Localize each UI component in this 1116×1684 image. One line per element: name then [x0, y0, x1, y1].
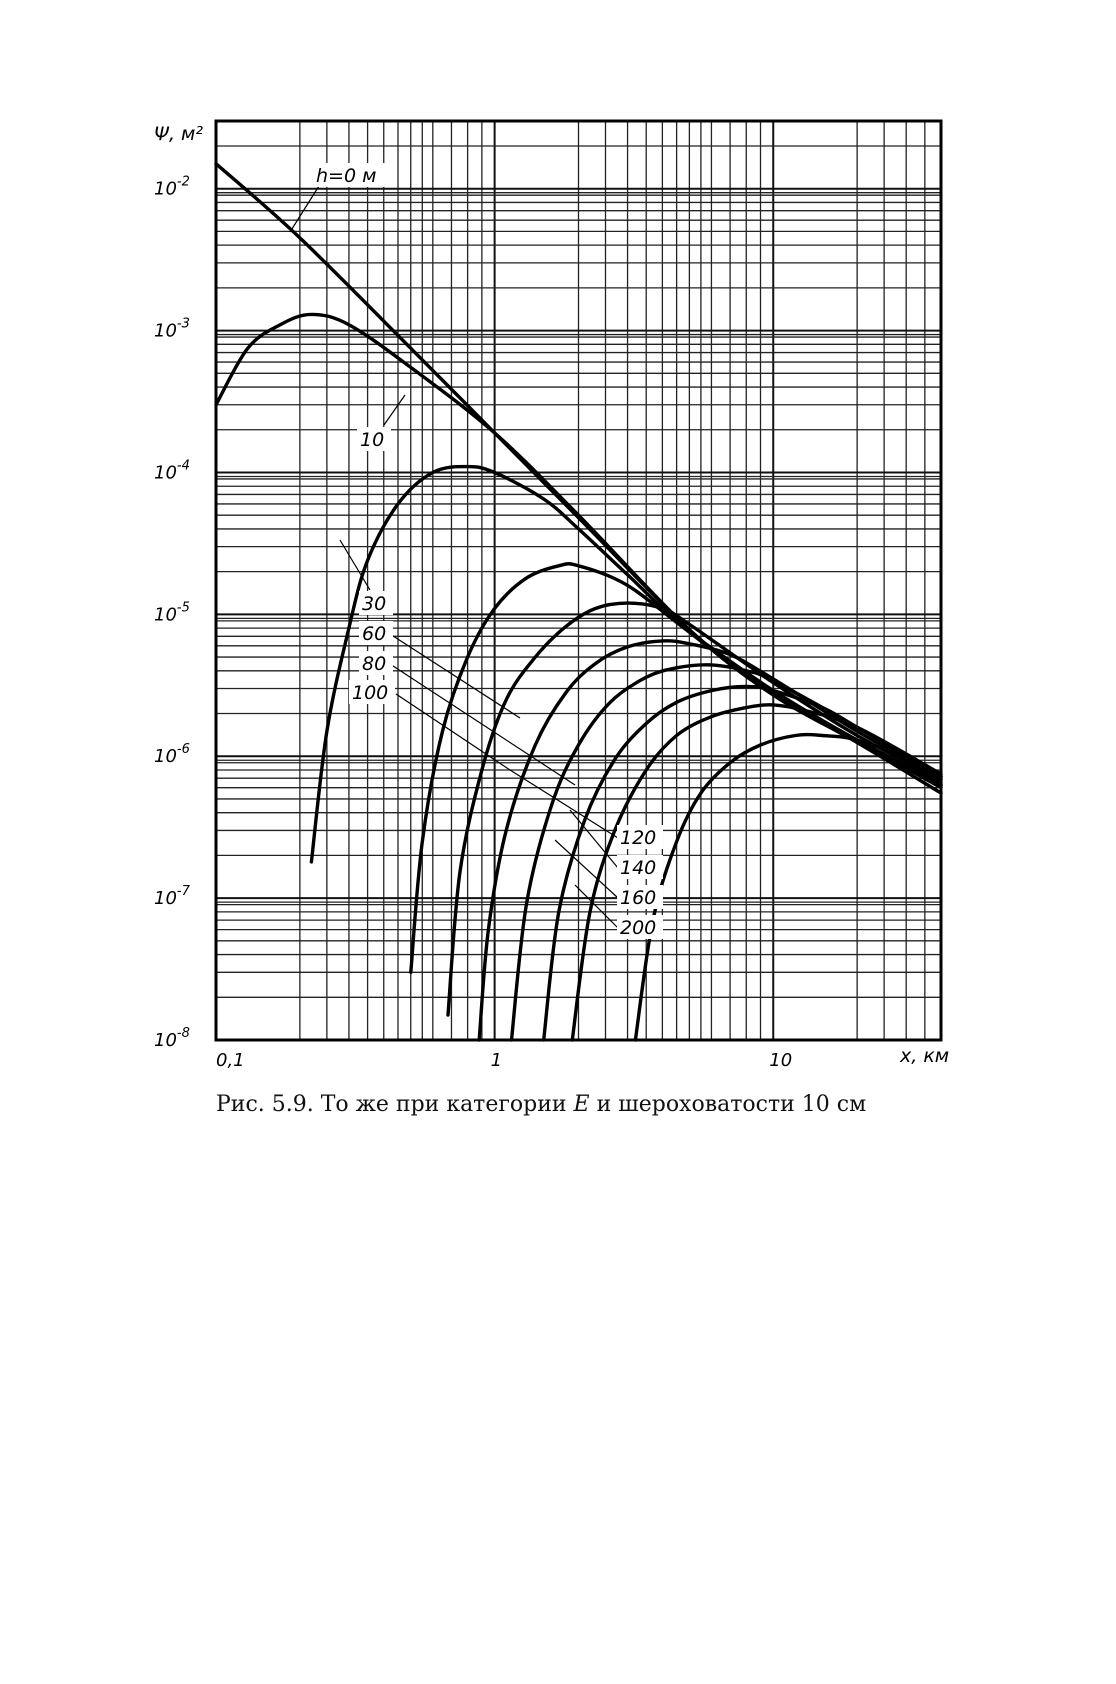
series-label: 160: [620, 887, 657, 909]
y-tick-label: $10^{-6}$: [154, 742, 190, 768]
y-tick-label: $10^{-3}$: [154, 316, 190, 342]
label-leader: [390, 634, 520, 718]
caption-prefix: Рис. 5.9. То же при категории: [216, 1092, 574, 1117]
chart-grid: [216, 121, 941, 1040]
axis-ticks: [154, 175, 792, 1071]
y-tick-label: $10^{-7}$: [154, 884, 190, 910]
x-tick-label: 1: [490, 1050, 503, 1071]
y-tick-label: $10^{-4}$: [154, 458, 190, 484]
caption-var: E: [573, 1092, 590, 1117]
y-tick-label: $10^{-8}$: [154, 1026, 190, 1051]
series-label: 200: [620, 917, 657, 939]
series-label: 10: [360, 429, 385, 451]
x-tick-label: 10: [769, 1050, 793, 1071]
x-tick-label: 0,1: [216, 1050, 245, 1071]
series-label: h=0 м: [316, 165, 377, 187]
series-label: 100: [352, 682, 389, 704]
label-leader: [384, 395, 405, 425]
series-label: 80: [362, 653, 387, 675]
series-line-200: [635, 735, 941, 1040]
series-label: 140: [620, 857, 657, 879]
series-label: 30: [362, 593, 387, 615]
series-line-120: [512, 665, 942, 1040]
caption-suffix: и шероховатости 10 см: [589, 1092, 867, 1117]
series-label: 120: [620, 827, 657, 849]
y-axis-label: Ψ, м²: [154, 123, 203, 145]
series-label: 60: [362, 623, 387, 645]
series-labels: [290, 163, 663, 939]
y-tick-label: $10^{-5}$: [154, 600, 190, 626]
x-axis-label: x, км: [900, 1045, 950, 1067]
y-tick-label: $10^{-2}$: [154, 174, 190, 200]
figure-caption: [216, 1092, 916, 1117]
